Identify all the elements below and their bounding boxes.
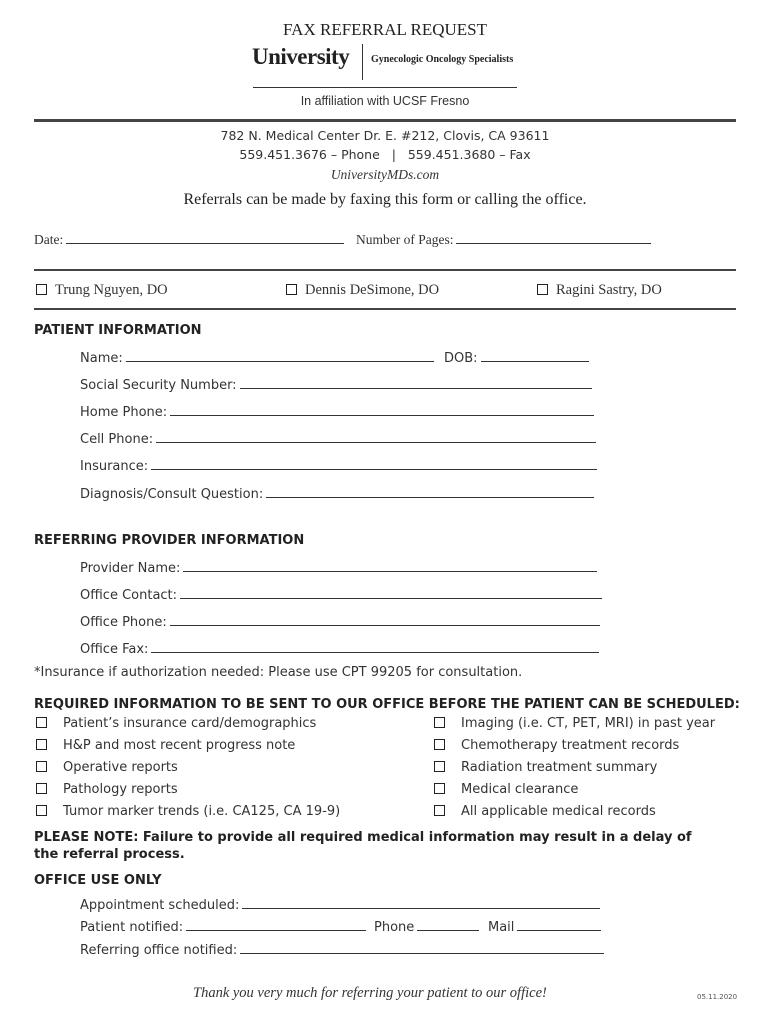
notified-mail-field[interactable] (488, 920, 601, 935)
required-checkbox-operative[interactable] (36, 760, 178, 775)
field-label: Home Phone: (80, 405, 168, 420)
checkbox-icon (434, 783, 445, 794)
required-checkbox-pathology[interactable] (36, 782, 178, 797)
doctor-label: Ragini Sastry, DO (556, 282, 662, 298)
required-checkbox-clearance[interactable] (434, 782, 578, 797)
checkbox-label: Chemotherapy treatment records (461, 738, 680, 753)
please-note (34, 829, 714, 863)
required-heading: REQUIRED INFORMATION TO BE SENT TO OUR OFFICE BEFORE THE PATIENT CAN BE SCHEDULED: (34, 697, 740, 712)
patient-insurance-field[interactable] (80, 459, 597, 474)
required-checkbox-tumor-marker[interactable] (36, 804, 340, 819)
field-label: Office Contact: (80, 588, 178, 603)
office-phone-field[interactable] (80, 615, 600, 630)
office-fax-field[interactable] (80, 642, 599, 657)
field-label: DOB: (444, 351, 478, 366)
checkbox-icon (434, 739, 445, 750)
required-checkbox-imaging[interactable] (434, 716, 715, 731)
checkbox-label: Tumor marker trends (i.e. CA125, CA 19-9) (63, 804, 341, 819)
phone-fax: 559.451.3676 – Phone | 559.451.3680 – Fax (239, 147, 531, 162)
checkbox-label: Medical clearance (461, 782, 579, 797)
please-note-label: PLEASE NOTE: (34, 830, 139, 845)
thank-you-text: Thank you very much for referring your patient to our office! (193, 985, 547, 1001)
patient-heading: PATIENT INFORMATION (34, 323, 202, 338)
patient-dob-field[interactable] (444, 351, 589, 366)
pages-field[interactable] (356, 232, 651, 248)
patient-diagnosis-field[interactable] (80, 487, 594, 502)
doctor-label: Dennis DeSimone, DO (305, 282, 440, 298)
checkbox-icon (434, 761, 445, 772)
divider (34, 269, 736, 271)
doctor-checkbox-nguyen[interactable] (36, 282, 168, 299)
insurance-note: *Insurance if authorization needed: Please use CPT 99205 for consultation. (34, 665, 523, 680)
field-label: Appointment scheduled: (80, 898, 240, 913)
office-contact-field[interactable] (80, 588, 602, 603)
checkbox-icon (36, 805, 47, 816)
doctor-checkbox-desimone[interactable] (286, 282, 439, 299)
address: 782 N. Medical Center Dr. E. #212, Clovis, CA 93611 (220, 128, 550, 143)
field-label: Name: (80, 351, 123, 366)
pages-label: Number of Pages: (356, 232, 454, 247)
checkbox-icon (537, 284, 548, 295)
checkbox-label: Patient’s insurance card/demographics (63, 716, 317, 731)
field-label: Phone (374, 920, 415, 935)
patient-cell-phone-field[interactable] (80, 432, 596, 447)
affiliation-text: In affiliation with UCSF Fresno (300, 94, 470, 108)
field-label: Diagnosis/Consult Question: (80, 487, 264, 502)
checkbox-icon (36, 284, 47, 295)
checkbox-icon (36, 717, 47, 728)
notified-phone-field[interactable] (374, 920, 479, 935)
logo-divider (362, 44, 363, 80)
checkbox-label: Radiation treatment summary (461, 760, 658, 775)
checkbox-label: Operative reports (63, 760, 178, 775)
office-use-heading: OFFICE USE ONLY (34, 873, 162, 888)
field-label: Mail (488, 920, 515, 935)
field-label: Cell Phone: (80, 432, 154, 447)
checkbox-icon (36, 739, 47, 750)
provider-heading: REFERRING PROVIDER INFORMATION (34, 533, 305, 548)
logo-university: University (252, 44, 350, 69)
required-checkbox-all-records[interactable] (434, 804, 656, 819)
checkbox-icon (434, 717, 445, 728)
patient-name-field[interactable] (80, 351, 434, 366)
doctor-label: Trung Nguyen, DO (55, 282, 168, 298)
patient-notified-field[interactable] (80, 920, 366, 935)
appointment-field[interactable] (80, 898, 600, 913)
field-label: Provider Name: (80, 561, 181, 576)
logo-subtitle: Gynecologic Oncology Specialists (371, 54, 514, 65)
required-checkbox-hp-note[interactable] (36, 738, 295, 753)
field-label: Office Phone: (80, 615, 167, 630)
logo-underline (253, 87, 517, 88)
form-title: FAX REFERRAL REQUEST (282, 20, 488, 39)
website: UniversityMDs.com (330, 167, 440, 182)
divider (34, 119, 736, 122)
divider (34, 308, 736, 310)
doctor-checkbox-sastry[interactable] (537, 282, 662, 299)
patient-ssn-field[interactable] (80, 378, 592, 393)
please-note-text: Failure to provide all required medical information may result in a delay of the referral process. (34, 830, 692, 862)
field-label: Office Fax: (80, 642, 149, 657)
required-checkbox-chemo[interactable] (434, 738, 679, 753)
date-field[interactable] (34, 232, 344, 248)
required-checkbox-insurance-card[interactable] (36, 716, 316, 731)
required-checkbox-radiation[interactable] (434, 760, 657, 775)
field-label: Patient notified: (80, 920, 184, 935)
checkbox-label: Imaging (i.e. CT, PET, MRI) in past year (461, 716, 716, 731)
intro-text: Referrals can be made by faxing this form or calling the office. (183, 191, 587, 208)
checkbox-icon (286, 284, 297, 295)
field-label: Referring office notified: (80, 943, 238, 958)
checkbox-icon (434, 805, 445, 816)
field-label: Insurance: (80, 459, 149, 474)
checkbox-icon (36, 761, 47, 772)
date-label: Date: (34, 232, 64, 247)
checkbox-label: H&P and most recent progress note (63, 738, 296, 753)
referring-notified-field[interactable] (80, 943, 604, 958)
patient-home-phone-field[interactable] (80, 405, 594, 420)
checkbox-label: All applicable medical records (461, 804, 656, 819)
field-label: Social Security Number: (80, 378, 237, 393)
checkbox-icon (36, 783, 47, 794)
provider-name-field[interactable] (80, 561, 597, 576)
checkbox-label: Pathology reports (63, 782, 178, 797)
form-version-code: 05.11.2020 (697, 993, 738, 1001)
